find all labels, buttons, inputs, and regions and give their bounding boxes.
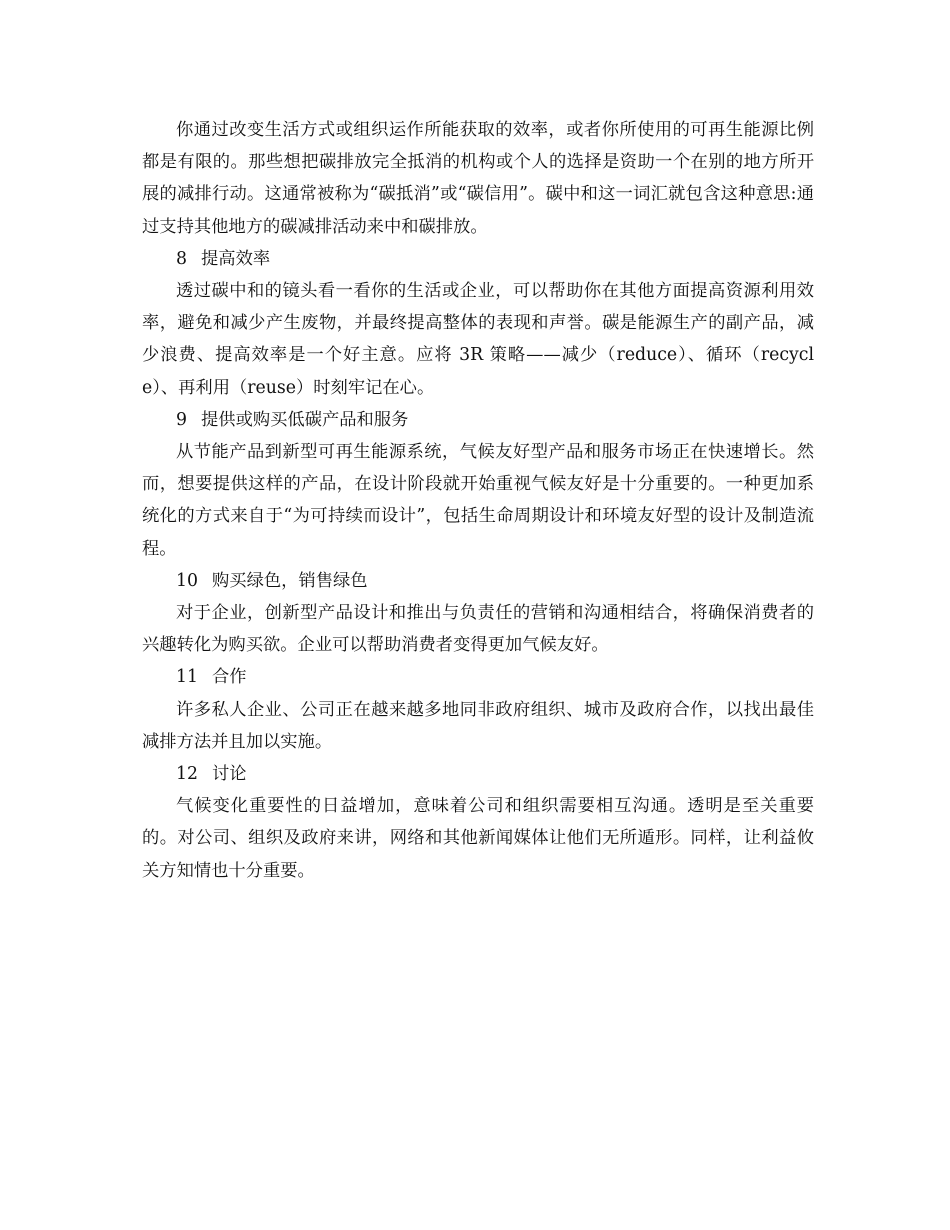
section-number: 9 (176, 409, 187, 430)
intro-paragraph: 你通过改变生活方式或组织运作所能获取的效率，或者你所使用的可再生能源比例都是有限的。那些想把碳排放完全抵消的机构或个人的选择是资助一个在别的地方所开展的减排行动。这通常被称为“碳抵消”或“碳信用”。碳中和这一词汇就包含这种意思:通过支持其他地方的碳减排活动来中和碳排放。 (142, 120, 814, 237)
section-title: 提供或购买低碳产品和服务 (201, 409, 409, 430)
document-page (142, 114, 814, 887)
section-heading (142, 758, 814, 790)
section-body: 对于企业，创新型产品设计和推出与负责任的营销和沟通相结合，将确保消费者的兴趣转化为购买欲。企业可以帮助消费者变得更加气候友好。 (142, 603, 814, 656)
section-10 (142, 565, 814, 662)
section-title: 购买绿色，销售绿色 (212, 570, 368, 591)
section-8 (142, 243, 814, 404)
section-title: 讨论 (212, 764, 247, 785)
section-body: 透过碳中和的镜头看一看你的生活或企业，可以帮助你在其他方面提高资源利用效率，避免和减少产生废物，并最终提高整体的表现和声誉。碳是能源生产的副产品，减少浪费、提高效率是一个好主意。应将 3R 策略——减少（reduce）、循环（recycle）、再利用（reuse）时刻牢记在心。 (142, 281, 814, 398)
section-number: 10 (176, 570, 198, 591)
section-body: 气候变化重要性的日益增加，意味着公司和组织需要相互沟通。透明是至关重要的。对公司、组织及政府来讲，网络和其他新闻媒体让他们无所遁形。同样，让利益攸关方知情也十分重要。 (142, 796, 814, 881)
section-9 (142, 404, 814, 565)
section-heading (142, 404, 814, 436)
section-number: 11 (176, 667, 198, 688)
section-title: 合作 (212, 667, 247, 688)
section-heading (142, 565, 814, 597)
section-body: 许多私人企业、公司正在越来越多地同非政府组织、城市及政府合作，以找出最佳减排方法并且加以实施。 (142, 699, 814, 752)
section-number: 12 (176, 764, 198, 785)
section-heading (142, 243, 814, 275)
section-12 (142, 758, 814, 887)
section-body: 从节能产品到新型可再生能源系统，气候友好型产品和服务市场正在快速增长。然而，想要提供这样的产品，在设计阶段就开始重视气候友好是十分重要的。一种更加系统化的方式来自于“为可持续而设计”，包括生命周期设计和环境友好型的设计及制造流程。 (142, 442, 814, 559)
section-number: 8 (176, 248, 187, 269)
section-heading (142, 661, 814, 693)
section-title: 提高效率 (201, 248, 271, 269)
section-11 (142, 661, 814, 758)
